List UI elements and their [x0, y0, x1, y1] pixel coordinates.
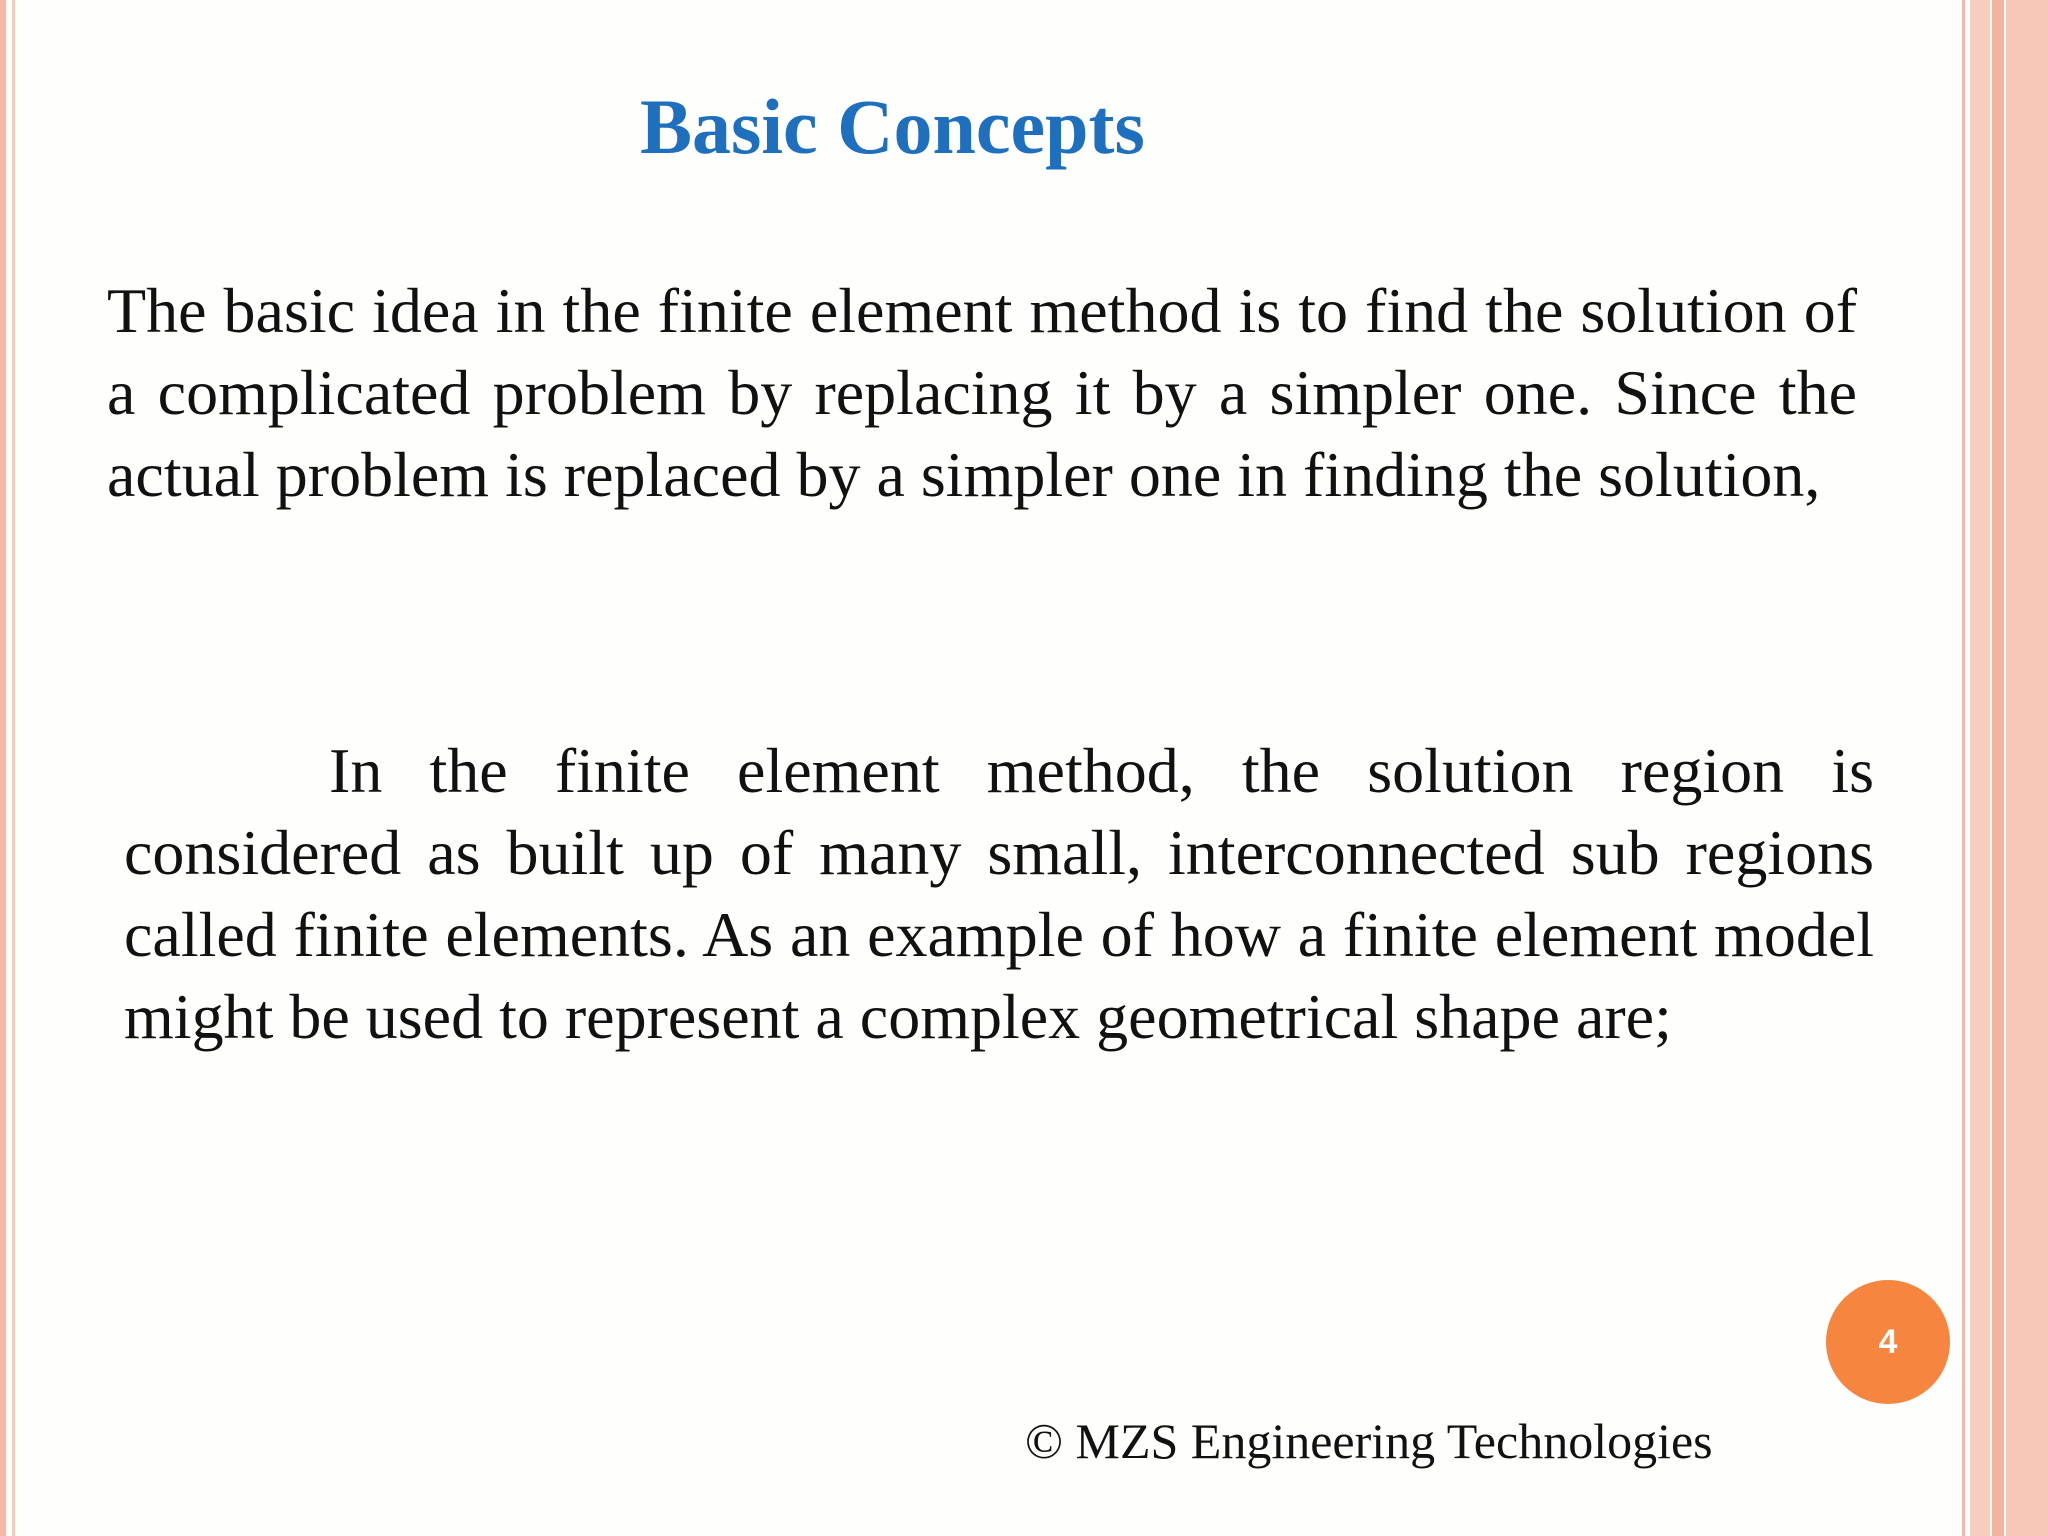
copyright-footer: © MZS Engineering Technologies: [1025, 1413, 1713, 1469]
right-border-band: [1970, 0, 1990, 1536]
right-border-line: [1962, 0, 1965, 1536]
right-border-band-dark: [1992, 0, 2004, 1536]
page-number-badge: [1826, 1280, 1950, 1404]
right-border-band-outer: [2006, 0, 2048, 1536]
paragraph-solution-region: In the finite element method, the solution region is considered as built up of many small, interconnected sub regions called finite elements. As an example of how a finite element model might be used to represent a complex geometrical shape are;: [124, 735, 1874, 1052]
left-border-line: [12, 0, 15, 1536]
slide-title: Basic Concepts: [640, 83, 1145, 170]
left-border-stripe: [0, 0, 6, 1536]
page-number: 4: [1878, 1322, 1898, 1361]
paragraph-basic-idea: The basic idea in the finite element method is to find the solution of a complicated problem by replacing it by a simpler one. Since the actual problem is replaced by a simpler one in finding the solution,: [107, 275, 1857, 510]
